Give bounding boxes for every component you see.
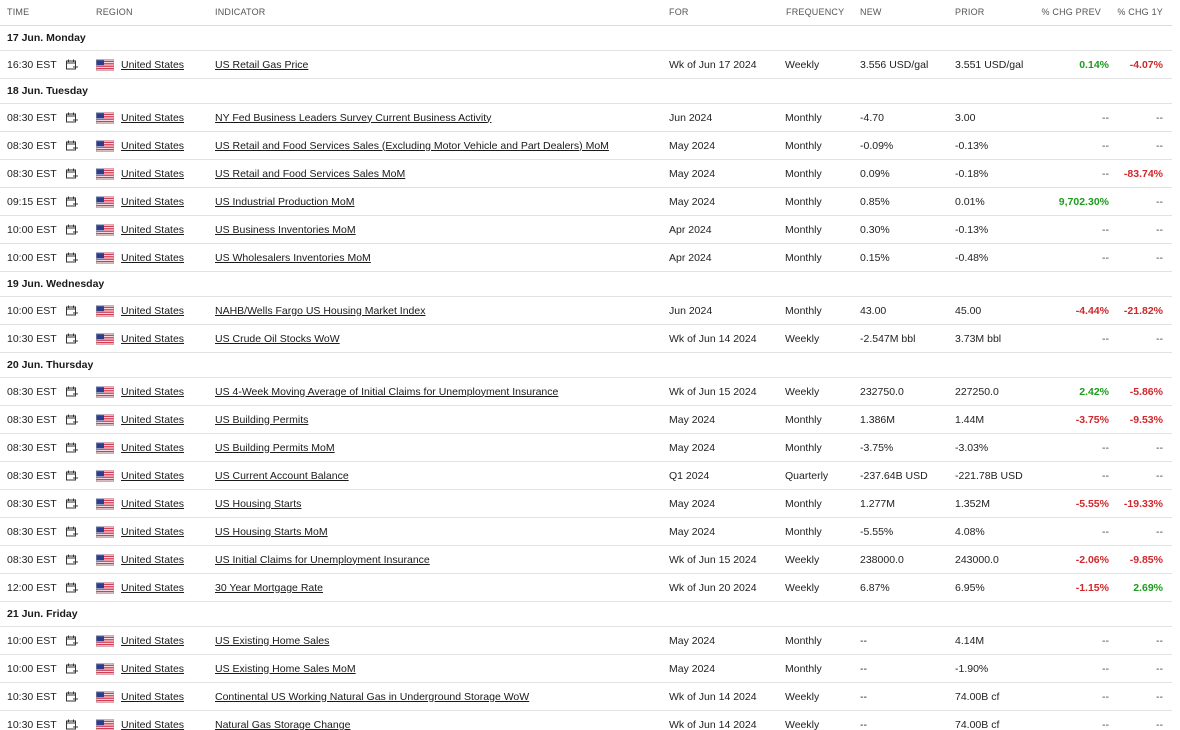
us-flag-icon [96, 442, 114, 453]
chg-1y-value: -- [1156, 195, 1163, 208]
indicator-link[interactable]: US Retail and Food Services Sales (Excluding Motor Vehicle and Part Dealers) MoM [215, 139, 609, 152]
new-value: 0.15% [860, 251, 890, 264]
prior-value: -0.13% [955, 223, 989, 236]
new-value: 3.556 USD/gal [860, 58, 929, 71]
chg-prev-value: -- [1102, 139, 1109, 152]
frequency: Monthly [785, 413, 822, 426]
chg-1y-value: -5.86% [1129, 385, 1163, 398]
region-link[interactable]: United States [121, 497, 185, 510]
region-link[interactable]: United States [121, 525, 185, 538]
chg-1y-value: -- [1156, 718, 1163, 730]
chg-1y-value: -- [1156, 634, 1163, 647]
table-row [0, 297, 1172, 325]
region-link[interactable]: United States [121, 139, 185, 152]
add-to-calendar-icon[interactable] [66, 719, 78, 730]
new-value: 232750.0 [860, 385, 904, 398]
period-for: May 2024 [669, 662, 716, 675]
day-label: 17 Jun. Monday [7, 32, 86, 44]
region-link[interactable]: United States [121, 413, 185, 426]
prior-value: -3.03% [955, 441, 989, 454]
add-to-calendar-icon[interactable] [66, 196, 78, 207]
prior-value: 243000.0 [955, 553, 999, 566]
indicator-link[interactable]: US Building Permits MoM [215, 441, 335, 454]
chg-1y-value: -- [1156, 332, 1163, 345]
new-value: -- [860, 718, 867, 730]
frequency: Monthly [785, 139, 822, 152]
chg-1y-value: -- [1156, 690, 1163, 703]
new-value: 238000.0 [860, 553, 904, 566]
chg-prev-value: -- [1102, 251, 1109, 264]
frequency: Monthly [785, 497, 822, 510]
new-value: 6.87% [860, 581, 890, 594]
col-for[interactable]: FOR [669, 7, 689, 17]
indicator-link[interactable]: US Business Inventories MoM [215, 223, 356, 236]
period-for: Jun 2024 [669, 111, 713, 124]
period-for: Apr 2024 [669, 251, 712, 264]
chg-1y-value: -- [1156, 441, 1163, 454]
period-for: Wk of Jun 15 2024 [669, 385, 757, 398]
region-link[interactable]: United States [121, 332, 185, 345]
frequency: Monthly [785, 111, 822, 124]
frequency: Monthly [785, 167, 822, 180]
region-link[interactable]: United States [121, 251, 185, 264]
indicator-link[interactable]: US Crude Oil Stocks WoW [215, 332, 340, 345]
frequency: Weekly [785, 553, 820, 566]
region-link[interactable]: United States [121, 718, 185, 730]
new-value: 0.09% [860, 167, 890, 180]
indicator-link[interactable]: US Retail and Food Services Sales MoM [215, 167, 406, 180]
col-region[interactable]: REGION [96, 7, 133, 17]
period-for: May 2024 [669, 139, 716, 152]
col-indicator[interactable]: INDICATOR [215, 7, 266, 17]
new-value: -4.70 [860, 111, 884, 124]
frequency: Weekly [785, 581, 820, 594]
prior-value: 1.352M [955, 497, 991, 510]
region-link[interactable]: United States [121, 167, 185, 180]
frequency: Quarterly [785, 469, 829, 482]
day-label: 19 Jun. Wednesday [7, 278, 105, 290]
us-flag-icon [96, 252, 114, 263]
region-link[interactable]: United States [121, 304, 185, 317]
event-time: 12:00 EST [7, 581, 57, 594]
table-row [0, 546, 1172, 574]
table-row [0, 160, 1172, 188]
add-to-calendar-icon[interactable] [66, 663, 78, 674]
chg-prev-value: -3.75% [1075, 413, 1109, 426]
chg-1y-value: -9.53% [1129, 413, 1163, 426]
us-flag-icon [96, 59, 114, 70]
add-to-calendar-icon[interactable] [66, 140, 78, 151]
col-prior[interactable]: PRIOR [955, 7, 985, 17]
period-for: May 2024 [669, 497, 716, 510]
us-flag-icon [96, 498, 114, 509]
prior-value: 4.14M [955, 634, 985, 647]
region-link[interactable]: United States [121, 553, 185, 566]
chg-prev-value: -- [1102, 662, 1109, 675]
period-for: Jun 2024 [669, 304, 713, 317]
frequency: Monthly [785, 195, 822, 208]
table-header [0, 0, 1172, 26]
add-to-calendar-icon[interactable] [66, 305, 78, 316]
us-flag-icon [96, 196, 114, 207]
add-to-calendar-icon[interactable] [66, 470, 78, 481]
new-value: -2.547M bbl [860, 332, 916, 345]
indicator-link[interactable]: US Housing Starts MoM [215, 525, 328, 538]
new-value: 0.30% [860, 223, 890, 236]
chg-prev-value: -- [1102, 111, 1109, 124]
prior-value: 227250.0 [955, 385, 999, 398]
us-flag-icon [96, 224, 114, 235]
frequency: Monthly [785, 304, 822, 317]
new-value: 43.00 [860, 304, 887, 317]
event-time: 10:00 EST [7, 304, 57, 317]
period-for: Wk of Jun 14 2024 [669, 690, 757, 703]
chg-1y-value: -83.74% [1123, 167, 1163, 180]
period-for: Wk of Jun 20 2024 [669, 581, 757, 594]
table-row [0, 244, 1172, 272]
col-chg-prev[interactable]: % CHG PREV [1041, 7, 1101, 17]
table-row [0, 188, 1172, 216]
event-time: 08:30 EST [7, 525, 57, 538]
region-link[interactable]: United States [121, 385, 185, 398]
chg-1y-value: -- [1156, 251, 1163, 264]
frequency: Weekly [785, 385, 820, 398]
prior-value: 6.95% [955, 581, 985, 594]
event-time: 08:30 EST [7, 413, 57, 426]
frequency: Monthly [785, 662, 822, 675]
region-link[interactable]: United States [121, 634, 185, 647]
add-to-calendar-icon[interactable] [66, 386, 78, 397]
us-flag-icon [96, 414, 114, 425]
frequency: Weekly [785, 332, 820, 345]
us-flag-icon [96, 470, 114, 481]
indicator-link[interactable]: NY Fed Business Leaders Survey Current Business Activity [215, 111, 492, 124]
chg-1y-value: -19.33% [1123, 497, 1163, 510]
chg-prev-value: -4.44% [1075, 304, 1109, 317]
day-section-header [0, 79, 1172, 104]
frequency: Weekly [785, 690, 820, 703]
event-time: 16:30 EST [7, 58, 57, 71]
chg-prev-value: -- [1102, 469, 1109, 482]
add-to-calendar-icon[interactable] [66, 526, 78, 537]
indicator-link[interactable]: US Existing Home Sales MoM [215, 662, 356, 675]
event-time: 10:30 EST [7, 332, 57, 345]
frequency: Monthly [785, 441, 822, 454]
us-flag-icon [96, 112, 114, 123]
chg-prev-value: -- [1102, 167, 1109, 180]
event-time: 10:30 EST [7, 718, 57, 730]
table-row [0, 51, 1172, 79]
us-flag-icon [96, 168, 114, 179]
indicator-link[interactable]: Continental US Working Natural Gas in Underground Storage WoW [215, 690, 530, 703]
frequency: Monthly [785, 634, 822, 647]
prior-value: 45.00 [955, 304, 982, 317]
prior-value: 74.00B cf [955, 718, 1000, 730]
prior-value: -1.90% [955, 662, 989, 675]
period-for: Q1 2024 [669, 469, 710, 482]
us-flag-icon [96, 719, 114, 730]
event-time: 08:30 EST [7, 167, 57, 180]
table-row [0, 378, 1172, 406]
indicator-link[interactable]: US Building Permits [215, 413, 309, 426]
new-value: -5.55% [860, 525, 894, 538]
frequency: Weekly [785, 58, 820, 71]
event-time: 08:30 EST [7, 111, 57, 124]
add-to-calendar-icon[interactable] [66, 224, 78, 235]
region-link[interactable]: United States [121, 662, 185, 675]
event-time: 08:30 EST [7, 469, 57, 482]
new-value: -0.09% [860, 139, 894, 152]
table-row [0, 574, 1172, 602]
day-section-header [0, 602, 1172, 627]
indicator-link[interactable]: US Current Account Balance [215, 469, 349, 482]
add-to-calendar-icon[interactable] [66, 582, 78, 593]
period-for: May 2024 [669, 441, 716, 454]
chg-prev-value: -- [1102, 441, 1109, 454]
prior-value: 0.01% [955, 195, 985, 208]
indicator-link[interactable]: 30 Year Mortgage Rate [215, 581, 323, 594]
prior-value: 74.00B cf [955, 690, 1000, 703]
event-time: 10:00 EST [7, 223, 57, 236]
new-value: -- [860, 662, 867, 675]
prior-value: 4.08% [955, 525, 985, 538]
add-to-calendar-icon[interactable] [66, 442, 78, 453]
table-row [0, 104, 1172, 132]
table-row [0, 462, 1172, 490]
indicator-link[interactable]: Natural Gas Storage Change [215, 718, 351, 730]
day-label: 21 Jun. Friday [7, 608, 78, 620]
col-chg-1y[interactable]: % CHG 1Y [1117, 7, 1163, 17]
period-for: May 2024 [669, 413, 716, 426]
add-to-calendar-icon[interactable] [66, 252, 78, 263]
day-label: 20 Jun. Thursday [7, 359, 94, 371]
table-row [0, 683, 1172, 711]
new-value: -- [860, 634, 867, 647]
indicator-link[interactable]: US Existing Home Sales [215, 634, 330, 647]
add-to-calendar-icon[interactable] [66, 635, 78, 646]
chg-prev-value: -- [1102, 718, 1109, 730]
period-for: Wk of Jun 14 2024 [669, 718, 757, 730]
new-value: -237.64B USD [860, 469, 928, 482]
chg-1y-value: -- [1156, 111, 1163, 124]
event-time: 10:00 EST [7, 634, 57, 647]
frequency: Monthly [785, 525, 822, 538]
region-link[interactable]: United States [121, 223, 185, 236]
table-row [0, 655, 1172, 683]
chg-1y-value: -- [1156, 223, 1163, 236]
prior-value: 3.551 USD/gal [955, 58, 1024, 71]
add-to-calendar-icon[interactable] [66, 59, 78, 70]
indicator-link[interactable]: US Initial Claims for Unemployment Insurance [215, 553, 430, 566]
day-section-header [0, 272, 1172, 297]
table-row [0, 490, 1172, 518]
region-link[interactable]: United States [121, 58, 185, 71]
us-flag-icon [96, 691, 114, 702]
frequency: Monthly [785, 223, 822, 236]
event-time: 10:30 EST [7, 690, 57, 703]
chg-1y-value: -- [1156, 139, 1163, 152]
chg-prev-value: 9,702.30% [1058, 195, 1109, 208]
col-new[interactable]: NEW [860, 7, 882, 17]
add-to-calendar-icon[interactable] [66, 554, 78, 565]
indicator-link[interactable]: US Housing Starts [215, 497, 302, 510]
chg-1y-value: -- [1156, 525, 1163, 538]
region-link[interactable]: United States [121, 469, 185, 482]
period-for: May 2024 [669, 634, 716, 647]
event-time: 10:00 EST [7, 251, 57, 264]
event-time: 08:30 EST [7, 139, 57, 152]
event-time: 08:30 EST [7, 553, 57, 566]
event-time: 08:30 EST [7, 441, 57, 454]
us-flag-icon [96, 305, 114, 316]
period-for: Wk of Jun 14 2024 [669, 332, 757, 345]
us-flag-icon [96, 554, 114, 565]
table-row [0, 216, 1172, 244]
prior-value: -0.48% [955, 251, 989, 264]
event-time: 08:30 EST [7, 385, 57, 398]
us-flag-icon [96, 635, 114, 646]
chg-1y-value: -4.07% [1129, 58, 1163, 71]
chg-prev-value: -- [1102, 525, 1109, 538]
prior-value: 1.44M [955, 413, 985, 426]
period-for: Wk of Jun 17 2024 [669, 58, 757, 71]
event-time: 08:30 EST [7, 497, 57, 510]
event-time: 10:00 EST [7, 662, 57, 675]
chg-prev-value: 2.42% [1079, 385, 1109, 398]
region-link[interactable]: United States [121, 195, 185, 208]
period-for: May 2024 [669, 167, 716, 180]
col-time[interactable]: TIME [7, 7, 30, 17]
chg-prev-value: -2.06% [1075, 553, 1109, 566]
us-flag-icon [96, 140, 114, 151]
day-label: 18 Jun. Tuesday [7, 85, 88, 97]
indicator-link[interactable]: US Industrial Production MoM [215, 195, 355, 208]
new-value: 0.85% [860, 195, 890, 208]
chg-prev-value: 0.14% [1079, 58, 1109, 71]
period-for: May 2024 [669, 195, 716, 208]
period-for: Wk of Jun 15 2024 [669, 553, 757, 566]
col-frequency[interactable]: FREQUENCY [786, 7, 845, 17]
event-time: 09:15 EST [7, 195, 57, 208]
period-for: Apr 2024 [669, 223, 712, 236]
us-flag-icon [96, 663, 114, 674]
table-row [0, 518, 1172, 546]
add-to-calendar-icon[interactable] [66, 112, 78, 123]
indicator-link[interactable]: US Wholesalers Inventories MoM [215, 251, 371, 264]
prior-value: -0.13% [955, 139, 989, 152]
table-row [0, 325, 1172, 353]
us-flag-icon [96, 582, 114, 593]
region-link[interactable]: United States [121, 441, 185, 454]
region-link[interactable]: United States [121, 111, 185, 124]
prior-value: 3.00 [955, 111, 976, 124]
add-to-calendar-icon[interactable] [66, 498, 78, 509]
chg-1y-value: -9.85% [1129, 553, 1163, 566]
day-section-header [0, 353, 1172, 378]
add-to-calendar-icon[interactable] [66, 691, 78, 702]
region-link[interactable]: United States [121, 690, 185, 703]
frequency: Monthly [785, 251, 822, 264]
chg-1y-value: -- [1156, 662, 1163, 675]
table-row [0, 434, 1172, 462]
add-to-calendar-icon[interactable] [66, 333, 78, 344]
indicator-link[interactable]: US Retail Gas Price [215, 58, 309, 71]
table-row [0, 132, 1172, 160]
chg-prev-value: -- [1102, 223, 1109, 236]
table-row [0, 627, 1172, 655]
chg-1y-value: -21.82% [1123, 304, 1163, 317]
prior-value: -221.78B USD [955, 469, 1023, 482]
new-value: -- [860, 690, 867, 703]
us-flag-icon [96, 526, 114, 537]
chg-prev-value: -- [1102, 332, 1109, 345]
us-flag-icon [96, 386, 114, 397]
table-row [0, 406, 1172, 434]
chg-prev-value: -- [1102, 634, 1109, 647]
add-to-calendar-icon[interactable] [66, 168, 78, 179]
indicator-link[interactable]: US 4-Week Moving Average of Initial Claims for Unemployment Insurance [215, 385, 559, 398]
chg-prev-value: -5.55% [1075, 497, 1109, 510]
new-value: 1.277M [860, 497, 896, 510]
frequency: Weekly [785, 718, 820, 730]
table-row [0, 711, 1172, 730]
chg-1y-value: 2.69% [1133, 581, 1163, 594]
new-value: -3.75% [860, 441, 894, 454]
us-flag-icon [96, 333, 114, 344]
day-section-header [0, 26, 1172, 51]
indicator-link[interactable]: NAHB/Wells Fargo US Housing Market Index [215, 304, 426, 317]
chg-1y-value: -- [1156, 469, 1163, 482]
region-link[interactable]: United States [121, 581, 185, 594]
period-for: May 2024 [669, 525, 716, 538]
new-value: 1.386M [860, 413, 896, 426]
chg-prev-value: -1.15% [1075, 581, 1109, 594]
chg-prev-value: -- [1102, 690, 1109, 703]
prior-value: -0.18% [955, 167, 989, 180]
prior-value: 3.73M bbl [955, 332, 1002, 345]
add-to-calendar-icon[interactable] [66, 414, 78, 425]
